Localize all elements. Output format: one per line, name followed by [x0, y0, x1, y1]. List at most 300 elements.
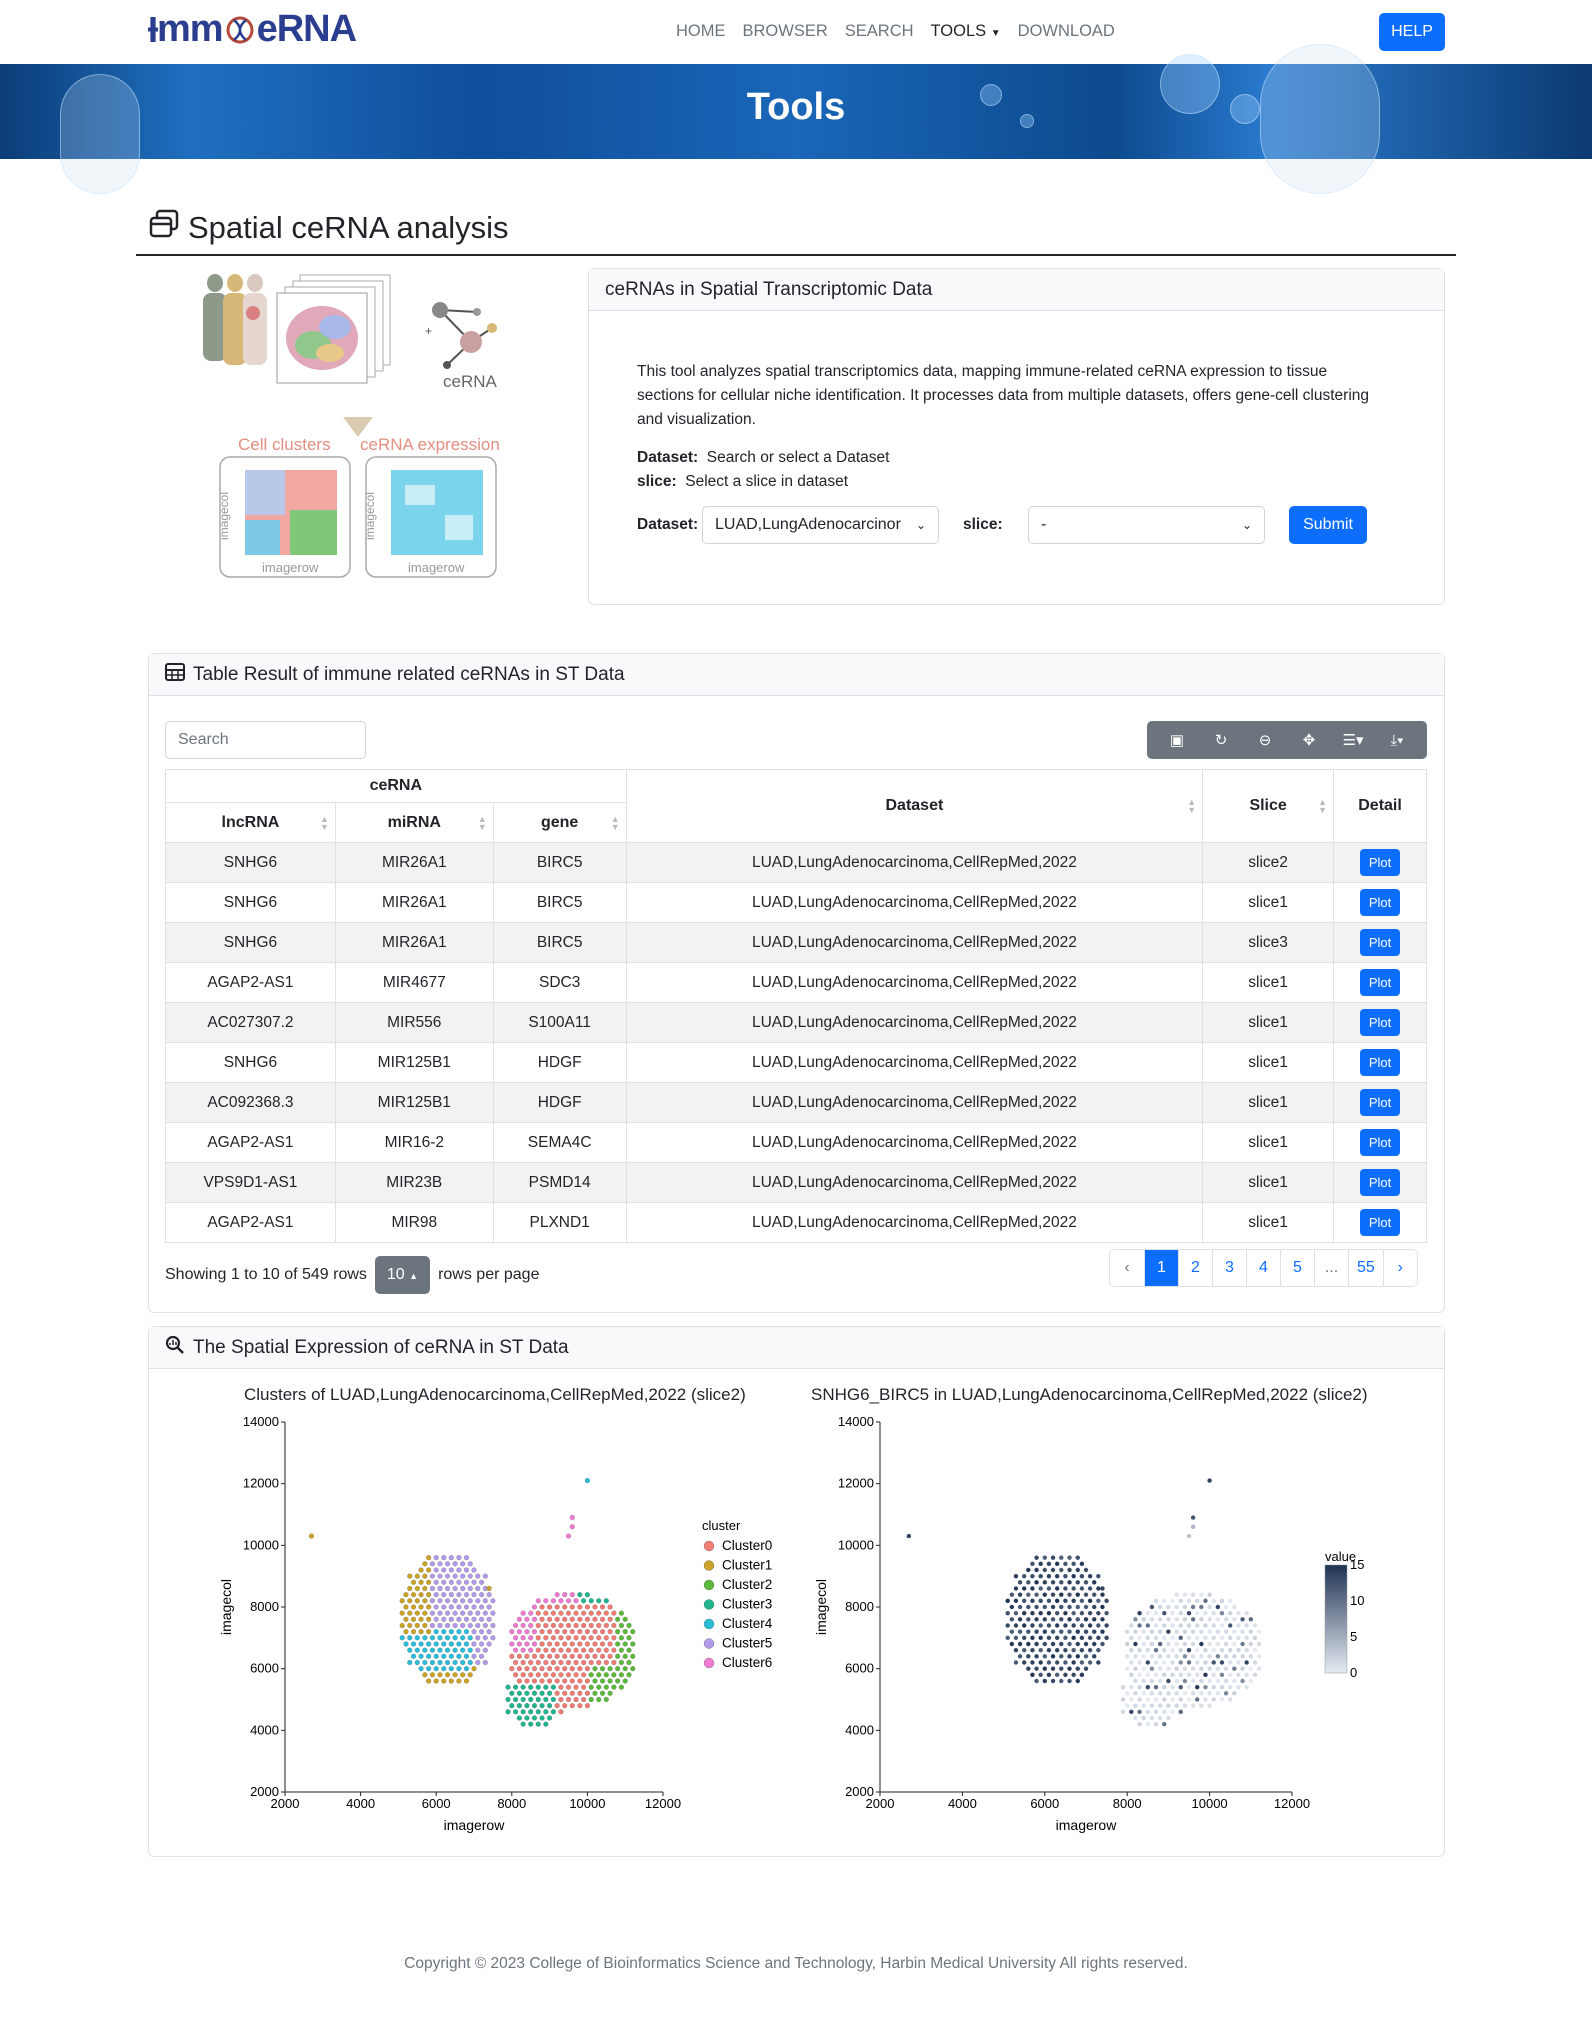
cluster-point	[536, 1660, 541, 1665]
expression-point	[1018, 1617, 1022, 1621]
plot-button[interactable]: Plot	[1360, 889, 1400, 916]
cluster-point	[562, 1642, 567, 1647]
cluster-point	[426, 1592, 431, 1597]
expression-point	[1047, 1611, 1051, 1615]
cluster-point	[483, 1574, 488, 1579]
expression-point	[1022, 1599, 1026, 1603]
cluster-point	[475, 1635, 480, 1640]
help-button[interactable]: HELP	[1379, 13, 1445, 51]
cluster-point	[540, 1679, 545, 1684]
cell-mirna: MIR26A1	[335, 923, 493, 963]
cluster-point	[619, 1660, 624, 1665]
cluster-point	[487, 1629, 492, 1634]
expression-point	[1170, 1636, 1174, 1640]
cluster-point	[604, 1598, 609, 1603]
cluster-point	[528, 1635, 533, 1640]
slice-select-value: -	[1041, 516, 1047, 533]
expression-point	[1154, 1599, 1158, 1603]
cluster-point	[509, 1666, 514, 1671]
toggle-icon[interactable]: ⊖	[1258, 732, 1272, 749]
cluster-point	[445, 1635, 450, 1640]
expression-point	[1216, 1679, 1220, 1683]
cluster-point	[475, 1611, 480, 1616]
cluster-point	[600, 1629, 605, 1634]
submit-button[interactable]: Submit	[1289, 506, 1367, 544]
expression-point	[1191, 1679, 1195, 1683]
col-lncrna[interactable]: lncRNA ▲ ▼	[166, 803, 336, 843]
expression-point	[1080, 1636, 1084, 1640]
expression-point	[1051, 1580, 1055, 1584]
cluster-point	[559, 1635, 564, 1640]
cluster-point	[528, 1672, 533, 1677]
cluster-point	[543, 1697, 548, 1702]
cluster-point	[581, 1685, 586, 1690]
expression-point	[1022, 1636, 1026, 1640]
expression-point	[1154, 1636, 1158, 1640]
expression-point	[1146, 1673, 1150, 1677]
expression-point	[1063, 1586, 1067, 1590]
expression-point	[1026, 1666, 1030, 1670]
expression-point	[1133, 1642, 1137, 1646]
cluster-point	[419, 1580, 424, 1585]
plot-button[interactable]: Plot	[1360, 1089, 1400, 1116]
cluster-point	[441, 1642, 446, 1647]
expression-point	[1183, 1592, 1187, 1596]
cluster-point	[449, 1568, 454, 1573]
page-2[interactable]: 2	[1178, 1250, 1212, 1286]
cluster-point	[566, 1534, 571, 1539]
cluster-point	[415, 1660, 420, 1665]
cluster-point	[472, 1592, 477, 1597]
cluster-point	[555, 1592, 560, 1597]
cluster-point	[543, 1660, 548, 1665]
expression-point	[1059, 1592, 1063, 1596]
cluster-point	[581, 1660, 586, 1665]
table-row	[166, 923, 1427, 963]
section-divider	[136, 254, 1456, 256]
table-row	[166, 1123, 1427, 1163]
y-axis-label: imagecol	[218, 1578, 234, 1636]
expression-point	[1232, 1605, 1236, 1609]
expression-point	[1195, 1623, 1199, 1627]
cluster-point	[543, 1685, 548, 1690]
cluster-point	[551, 1697, 556, 1702]
expression-point	[1199, 1666, 1203, 1670]
cluster-point	[604, 1623, 609, 1628]
cluster-point	[540, 1617, 545, 1622]
cluster-point	[456, 1642, 461, 1647]
expression-point	[1080, 1599, 1084, 1603]
page-1[interactable]: 1	[1144, 1250, 1178, 1286]
workflow-illustration	[195, 265, 515, 585]
cluster-chart	[200, 1410, 800, 1840]
expression-point	[1146, 1648, 1150, 1652]
fullscreen-icon[interactable]: ✥	[1302, 732, 1316, 749]
cluster-point	[411, 1580, 416, 1585]
cluster-point	[608, 1642, 613, 1647]
export-icon[interactable]: ⤓▾	[1390, 731, 1404, 749]
cluster-point	[555, 1703, 560, 1708]
cluster-point	[449, 1666, 454, 1671]
cluster-point	[528, 1611, 533, 1616]
expression-point	[1150, 1716, 1154, 1720]
expression-point	[1014, 1586, 1018, 1590]
cluster-point	[600, 1691, 605, 1696]
expression-point	[1162, 1636, 1166, 1640]
expression-point	[1104, 1636, 1108, 1640]
plot-button[interactable]: Plot	[1360, 1169, 1400, 1196]
cluster-point	[551, 1685, 556, 1690]
human-figures-icon	[203, 274, 267, 365]
cluster-point	[623, 1629, 628, 1634]
expression-point	[1187, 1648, 1191, 1652]
cluster-point	[407, 1574, 412, 1579]
cell-detail	[1334, 1123, 1427, 1163]
expression-point	[1084, 1617, 1088, 1621]
y-tick-label: 4000	[845, 1722, 874, 1738]
page-prev[interactable]: ‹	[1124, 1259, 1130, 1276]
cluster-point	[460, 1635, 465, 1640]
expression-point	[1076, 1592, 1080, 1596]
cluster-point	[604, 1648, 609, 1653]
cluster-point	[513, 1672, 518, 1677]
expression-point	[1047, 1660, 1051, 1664]
cluster-point	[600, 1666, 605, 1671]
cluster-point	[608, 1679, 613, 1684]
expression-point	[1026, 1605, 1030, 1609]
expression-point	[1191, 1666, 1195, 1670]
dataset-select[interactable]	[702, 506, 939, 544]
expression-point	[1043, 1666, 1047, 1670]
cluster-point	[438, 1586, 443, 1591]
cluster-point	[611, 1660, 616, 1665]
search-data-icon	[165, 1335, 185, 1361]
expression-point	[1059, 1617, 1063, 1621]
plot-button[interactable]: Plot	[1360, 969, 1400, 996]
cluster-point	[464, 1617, 469, 1622]
table-search-input[interactable]: Search	[165, 721, 366, 759]
expression-point	[1244, 1685, 1248, 1689]
cell-mirna: MIR98	[335, 1203, 493, 1243]
cluster-point	[596, 1685, 601, 1690]
expression-point	[1067, 1605, 1071, 1609]
expression-point	[1207, 1703, 1211, 1707]
cluster-point	[407, 1623, 412, 1628]
expression-point	[1166, 1691, 1170, 1695]
plot-button[interactable]: Plot	[1360, 849, 1400, 876]
cluster-point	[521, 1611, 526, 1616]
illus-cerna-label: ceRNA	[443, 372, 497, 391]
expression-point	[1034, 1679, 1038, 1683]
cluster-point	[611, 1648, 616, 1653]
expression-point	[1133, 1716, 1137, 1720]
cluster-point	[540, 1666, 545, 1671]
cell-dataset: LUAD,LungAdenocarcinoma,CellRepMed,2022	[626, 1203, 1203, 1243]
expression-point	[1170, 1697, 1174, 1701]
cluster-point	[627, 1648, 632, 1653]
expression-point	[1100, 1605, 1104, 1609]
cluster-point	[608, 1666, 613, 1671]
expression-point	[1076, 1629, 1080, 1633]
expression-point	[1187, 1636, 1191, 1640]
expression-point	[1212, 1636, 1216, 1640]
expression-point	[1216, 1617, 1220, 1621]
cluster-point	[528, 1648, 533, 1653]
cluster-point	[589, 1623, 594, 1628]
expression-point	[1092, 1580, 1096, 1584]
cluster-point	[468, 1561, 473, 1566]
plot-button[interactable]: Plot	[1360, 1009, 1400, 1036]
expression-point	[1063, 1648, 1067, 1652]
expression-point	[1183, 1679, 1187, 1683]
cluster-point	[543, 1598, 548, 1603]
cluster-point	[574, 1685, 579, 1690]
expression-point	[1071, 1623, 1075, 1627]
cluster-point	[464, 1592, 469, 1597]
col-slice[interactable]: Slice ▲ ▼	[1203, 770, 1334, 843]
expression-point	[1228, 1623, 1232, 1627]
x-tick-label: 12000	[644, 1796, 682, 1811]
legend-label: Cluster4	[722, 1616, 773, 1631]
expression-point	[1174, 1629, 1178, 1633]
table-row	[166, 843, 1427, 883]
cluster-point	[430, 1660, 435, 1665]
expression-chart	[800, 1410, 1365, 1840]
cluster-point	[415, 1635, 420, 1640]
cluster-point	[570, 1617, 575, 1622]
cluster-point	[525, 1703, 530, 1708]
expression-point	[1076, 1568, 1080, 1572]
cluster-point	[608, 1629, 613, 1634]
expression-point	[1018, 1629, 1022, 1633]
y-tick-label: 10000	[837, 1537, 874, 1553]
expression-point	[1257, 1654, 1261, 1658]
cluster-point	[585, 1679, 590, 1684]
expression-point	[1026, 1629, 1030, 1633]
cell-mirna: MIR4677	[335, 963, 493, 1003]
cluster-point	[426, 1654, 431, 1659]
col-gene[interactable]: gene ▲ ▼	[493, 803, 626, 843]
illus-imagecol-1: imagecol	[217, 491, 231, 540]
expression-point	[1191, 1515, 1195, 1519]
cluster-point	[460, 1648, 465, 1653]
page-5[interactable]: 5	[1280, 1250, 1314, 1286]
site-logo[interactable]	[148, 8, 356, 51]
plot-button[interactable]: Plot	[1360, 1129, 1400, 1156]
nav-browser[interactable]: BROWSER	[742, 22, 828, 40]
expression-point	[1038, 1648, 1042, 1652]
cluster-point	[460, 1561, 465, 1566]
expression-point	[1228, 1685, 1232, 1689]
expression-point	[1129, 1673, 1133, 1677]
cluster-point	[551, 1598, 556, 1603]
expression-point	[1240, 1617, 1244, 1621]
cluster-point	[574, 1648, 579, 1653]
toggle-view-icon[interactable]: ▣	[1169, 732, 1185, 749]
plot-button[interactable]: Plot	[1360, 929, 1400, 956]
cluster-point	[536, 1709, 541, 1714]
expression-point	[1146, 1623, 1150, 1627]
cluster-point	[559, 1672, 564, 1677]
expression-point	[1125, 1642, 1129, 1646]
expression-point	[1100, 1617, 1104, 1621]
expression-point	[1076, 1654, 1080, 1658]
columns-icon[interactable]: ☰▾	[1342, 732, 1364, 749]
expression-point	[1096, 1660, 1100, 1664]
expression-point	[1150, 1617, 1154, 1621]
expression-point	[1244, 1611, 1248, 1615]
cluster-point	[472, 1666, 477, 1671]
page-55[interactable]: 55	[1348, 1250, 1383, 1286]
nav-tools[interactable]	[931, 22, 1001, 41]
x-tick-label: 6000	[421, 1796, 451, 1811]
expression-point	[1125, 1666, 1129, 1670]
cluster-point	[509, 1642, 514, 1647]
cluster-point	[570, 1679, 575, 1684]
slice-select[interactable]	[1028, 506, 1265, 544]
expression-point	[1030, 1648, 1034, 1652]
expression-point	[1249, 1629, 1253, 1633]
cluster-point	[615, 1654, 620, 1659]
cell-lncrna: AGAP2-AS1	[166, 963, 336, 1003]
expression-point	[1100, 1642, 1104, 1646]
expression-point	[1071, 1562, 1075, 1566]
expression-point	[1174, 1617, 1178, 1621]
expression-point	[1088, 1623, 1092, 1627]
cluster-point	[513, 1635, 518, 1640]
expression-point	[1158, 1605, 1162, 1609]
expression-point	[1084, 1666, 1088, 1670]
expression-point	[1137, 1611, 1141, 1615]
page-next[interactable]: ›	[1383, 1250, 1417, 1286]
table-toolbar	[1147, 721, 1427, 759]
cluster-point	[449, 1654, 454, 1659]
nav-download[interactable]: DOWNLOAD	[1017, 22, 1115, 40]
cluster-point	[513, 1685, 518, 1690]
cluster-point	[479, 1605, 484, 1610]
x-tick-label: 12000	[1273, 1796, 1311, 1811]
cluster-point	[543, 1635, 548, 1640]
col-mirna[interactable]: miRNA ▲ ▼	[335, 803, 493, 843]
expression-point	[1228, 1660, 1232, 1664]
expression-point	[1014, 1648, 1018, 1652]
cluster-point	[532, 1679, 537, 1684]
expression-point	[1154, 1710, 1158, 1714]
plot-button[interactable]: Plot	[1360, 1049, 1400, 1076]
table-card-title: Table Result of immune related ceRNAs in ST Data	[193, 663, 625, 685]
expression-point	[1141, 1716, 1145, 1720]
cell-slice: slice3	[1203, 923, 1334, 963]
expression-point	[1092, 1642, 1096, 1646]
expression-point	[1129, 1710, 1133, 1714]
expression-point	[1076, 1642, 1080, 1646]
cluster-point	[536, 1611, 541, 1616]
expression-point	[1236, 1660, 1240, 1664]
cluster-point	[547, 1629, 552, 1634]
nav-home[interactable]: HOME	[676, 22, 726, 40]
expression-point	[1067, 1568, 1071, 1572]
cluster-point	[426, 1617, 431, 1622]
cluster-point	[456, 1568, 461, 1573]
cluster-point	[468, 1598, 473, 1603]
expression-point	[1051, 1654, 1055, 1658]
expression-point	[1133, 1679, 1137, 1683]
expression-point	[1038, 1574, 1042, 1578]
cluster-point	[525, 1666, 530, 1671]
cluster-point	[547, 1691, 552, 1696]
expression-point	[1129, 1648, 1133, 1652]
cluster-point	[566, 1598, 571, 1603]
refresh-icon[interactable]: ↻	[1214, 732, 1228, 749]
expression-point	[1133, 1654, 1137, 1658]
cluster-point	[460, 1623, 465, 1628]
expression-point	[1207, 1666, 1211, 1670]
cell-lncrna: SNHG6	[166, 843, 336, 883]
expression-point	[1195, 1673, 1199, 1677]
expression-point	[1162, 1599, 1166, 1603]
expression-point	[1154, 1685, 1158, 1689]
expression-point	[1240, 1654, 1244, 1658]
cluster-point	[521, 1623, 526, 1628]
cluster-point	[407, 1660, 412, 1665]
nav-search[interactable]: SEARCH	[844, 22, 914, 40]
expression-point	[1150, 1642, 1154, 1646]
cluster-point	[468, 1623, 473, 1628]
cluster-point	[540, 1716, 545, 1721]
col-dataset[interactable]: Dataset ▲ ▼	[626, 770, 1203, 843]
expression-point	[1047, 1574, 1051, 1578]
cluster-point	[468, 1586, 473, 1591]
cluster-point	[615, 1642, 620, 1647]
expression-point	[1038, 1599, 1042, 1603]
cluster-point	[430, 1623, 435, 1628]
expression-point	[1216, 1642, 1220, 1646]
expression-point	[1179, 1636, 1183, 1640]
expression-point	[1038, 1586, 1042, 1590]
expression-point	[1137, 1710, 1141, 1714]
cluster-point	[604, 1660, 609, 1665]
cluster-point	[468, 1611, 473, 1616]
cluster-point	[460, 1672, 465, 1677]
svg-text:+: +	[425, 324, 433, 338]
cluster-point	[600, 1642, 605, 1647]
cluster-point	[577, 1629, 582, 1634]
expression-point	[1146, 1722, 1150, 1726]
page-4[interactable]: 4	[1246, 1250, 1280, 1286]
pagination-info	[165, 1256, 539, 1294]
cluster-point	[574, 1611, 579, 1616]
y-tick-label: 2000	[845, 1784, 874, 1799]
cell-mirna: MIR23B	[335, 1163, 493, 1203]
cluster-point	[555, 1617, 560, 1622]
expression-point	[1059, 1679, 1063, 1683]
expression-point	[1141, 1642, 1145, 1646]
page-size-select[interactable]: 10 ▲	[375, 1256, 430, 1294]
expression-point	[1257, 1642, 1261, 1646]
plot-button[interactable]: Plot	[1360, 1209, 1400, 1236]
expression-point	[1059, 1568, 1063, 1572]
page-3[interactable]: 3	[1212, 1250, 1246, 1286]
table-row	[166, 963, 1427, 1003]
expression-point	[1207, 1605, 1211, 1609]
expression-point	[1207, 1592, 1211, 1596]
cluster-point	[479, 1642, 484, 1647]
expression-point	[1096, 1636, 1100, 1640]
expression-point	[1236, 1648, 1240, 1652]
cluster-point	[596, 1697, 601, 1702]
expression-point	[1030, 1623, 1034, 1627]
expression-point	[1137, 1648, 1141, 1652]
